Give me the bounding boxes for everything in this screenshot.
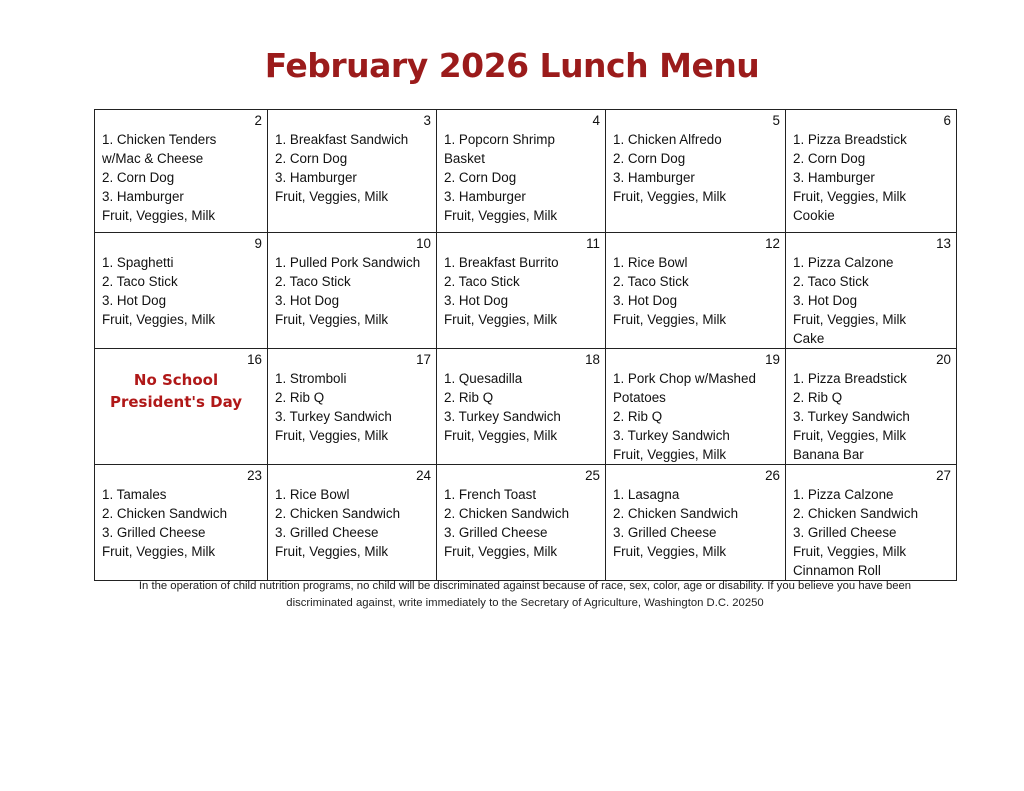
- day-cell: [268, 110, 437, 233]
- day-cell: [437, 465, 606, 581]
- menu-item: Fruit, Veggies, Milk: [793, 189, 907, 204]
- menu-item: 3. Turkey Sandwich: [613, 428, 730, 443]
- menu-item: 1. Pulled Pork Sandwich: [275, 255, 421, 270]
- day-number: 26: [765, 468, 780, 483]
- menu-item: 1. Pizza Breadstick: [793, 132, 907, 147]
- menu-item: 2. Chicken Sandwich: [444, 506, 570, 521]
- menu-calendar: [94, 109, 957, 581]
- menu-item: Cinnamon Roll: [793, 563, 881, 578]
- footer-line: discriminated against, write immediately to the Secretary of Agriculture, Washington D.C. 20250: [286, 597, 764, 609]
- menu-item: 1. French Toast: [444, 487, 537, 502]
- menu-item: 2. Chicken Sandwich: [275, 506, 401, 521]
- menu-item: 3. Hot Dog: [613, 293, 678, 308]
- day-cell: [786, 110, 957, 233]
- menu-item: 2. Taco Stick: [444, 274, 520, 289]
- holiday-label: No School: [133, 371, 219, 389]
- menu-item: 1. Chicken Alfredo: [613, 132, 722, 147]
- menu-item: Fruit, Veggies, Milk: [275, 312, 389, 327]
- menu-item: Potatoes: [613, 390, 666, 405]
- menu-item: 1. Rice Bowl: [275, 487, 350, 502]
- day-cell: [268, 465, 437, 581]
- menu-item: 3. Turkey Sandwich: [275, 409, 392, 424]
- menu-item: 1. Spaghetti: [102, 255, 174, 270]
- day-number: 10: [416, 236, 431, 251]
- day-number: 27: [936, 468, 951, 483]
- day-cell: [606, 233, 786, 349]
- menu-item: Fruit, Veggies, Milk: [793, 428, 907, 443]
- menu-item: Fruit, Veggies, Milk: [102, 544, 216, 559]
- menu-item: 2. Chicken Sandwich: [102, 506, 228, 521]
- menu-item: 1. Breakfast Sandwich: [275, 132, 409, 147]
- week-row: [95, 233, 957, 349]
- menu-item: 3. Grilled Cheese: [793, 525, 897, 540]
- menu-item: 2. Taco Stick: [793, 274, 869, 289]
- day-cell: [786, 465, 957, 581]
- menu-item: 3. Turkey Sandwich: [793, 409, 910, 424]
- menu-item: 1. Lasagna: [613, 487, 680, 502]
- day-number: 19: [765, 352, 780, 367]
- week-row: [95, 110, 957, 233]
- menu-item: 1. Pork Chop w/Mashed: [613, 371, 756, 386]
- day-number: 13: [936, 236, 951, 251]
- menu-item: 1. Pizza Calzone: [793, 255, 894, 270]
- menu-item: 3. Grilled Cheese: [613, 525, 717, 540]
- menu-item: Fruit, Veggies, Milk: [613, 189, 727, 204]
- day-number: 16: [247, 352, 262, 367]
- menu-item: Banana Bar: [793, 447, 864, 462]
- menu-item: 3. Hamburger: [613, 170, 695, 185]
- day-number: 4: [592, 113, 600, 128]
- day-cell: [95, 349, 268, 465]
- menu-item: 1. Quesadilla: [444, 371, 523, 386]
- menu-item: 2. Corn Dog: [275, 151, 348, 166]
- footer-line: In the operation of child nutrition programs, no child will be discriminated against because of race, sex, color, age or disability. If you believe you have been: [138, 580, 912, 592]
- menu-item: 2. Rib Q: [613, 409, 663, 424]
- menu-item: 2. Taco Stick: [102, 274, 178, 289]
- day-cell: [268, 349, 437, 465]
- menu-item: 2. Rib Q: [275, 390, 325, 405]
- day-number: 11: [586, 236, 600, 251]
- day-cell: [606, 110, 786, 233]
- menu-item: 2. Taco Stick: [275, 274, 351, 289]
- menu-item: 3. Hot Dog: [793, 293, 858, 308]
- menu-item: 1. Pizza Calzone: [793, 487, 894, 502]
- day-cell: [437, 110, 606, 233]
- day-cell: [95, 465, 268, 581]
- day-cell: [606, 349, 786, 465]
- menu-item: Fruit, Veggies, Milk: [613, 312, 727, 327]
- menu-item: Fruit, Veggies, Milk: [793, 312, 907, 327]
- menu-item: Cake: [793, 331, 825, 346]
- menu-item: Fruit, Veggies, Milk: [275, 189, 389, 204]
- menu-item: 1. Breakfast Burrito: [444, 255, 559, 270]
- menu-item: 1. Popcorn Shrimp: [444, 132, 555, 147]
- menu-item: 2. Rib Q: [793, 390, 843, 405]
- menu-item: 2. Corn Dog: [613, 151, 686, 166]
- menu-item: 1. Tamales: [102, 487, 167, 502]
- menu-item: 3. Hamburger: [275, 170, 357, 185]
- menu-item: 3. Hot Dog: [102, 293, 167, 308]
- day-cell: [437, 233, 606, 349]
- day-number: 20: [936, 352, 951, 367]
- menu-item: 2. Taco Stick: [613, 274, 689, 289]
- day-cell: [437, 349, 606, 465]
- menu-item: 1. Pizza Breadstick: [793, 371, 907, 386]
- menu-item: 1. Stromboli: [275, 371, 347, 386]
- menu-item: Fruit, Veggies, Milk: [444, 312, 558, 327]
- day-number: 17: [416, 352, 431, 367]
- week-row: [95, 349, 957, 465]
- menu-item: 3. Turkey Sandwich: [444, 409, 561, 424]
- menu-item: 3. Hot Dog: [275, 293, 340, 308]
- menu-item: Fruit, Veggies, Milk: [793, 544, 907, 559]
- menu-item: 3. Hamburger: [102, 189, 184, 204]
- menu-item: Fruit, Veggies, Milk: [444, 428, 558, 443]
- day-number: 3: [423, 113, 431, 128]
- day-cell: [268, 233, 437, 349]
- holiday-label: President's Day: [109, 393, 243, 411]
- day-number: 25: [585, 468, 600, 483]
- menu-item: Fruit, Veggies, Milk: [102, 312, 216, 327]
- day-cell: [95, 110, 268, 233]
- page-title: February 2026 Lunch Menu: [264, 46, 760, 85]
- day-cell: [786, 233, 957, 349]
- menu-item: 2. Rib Q: [444, 390, 494, 405]
- menu-item: 1. Chicken Tenders: [102, 132, 217, 147]
- day-cell: [95, 233, 268, 349]
- menu-item: Fruit, Veggies, Milk: [444, 208, 558, 223]
- day-number: 24: [416, 468, 431, 483]
- menu-item: Fruit, Veggies, Milk: [102, 208, 216, 223]
- day-number: 18: [585, 352, 600, 367]
- menu-item: 2. Chicken Sandwich: [793, 506, 919, 521]
- menu-item: 2. Corn Dog: [444, 170, 517, 185]
- menu-item: Basket: [444, 151, 485, 166]
- menu-item: Fruit, Veggies, Milk: [613, 447, 727, 462]
- menu-item: Fruit, Veggies, Milk: [275, 544, 389, 559]
- menu-item: 3. Hamburger: [793, 170, 875, 185]
- day-cell: [606, 465, 786, 581]
- day-number: 6: [943, 113, 951, 128]
- menu-item: 3. Grilled Cheese: [444, 525, 548, 540]
- day-number: 9: [254, 236, 262, 251]
- menu-item: Cookie: [793, 208, 835, 223]
- menu-item: 2. Corn Dog: [793, 151, 866, 166]
- menu-item: Fruit, Veggies, Milk: [275, 428, 389, 443]
- day-number: 5: [772, 113, 780, 128]
- week-row: [95, 465, 957, 581]
- menu-item: 3. Hot Dog: [444, 293, 509, 308]
- menu-item: 3. Hamburger: [444, 189, 526, 204]
- day-number: 2: [254, 113, 262, 128]
- menu-item: Fruit, Veggies, Milk: [613, 544, 727, 559]
- menu-item: 3. Grilled Cheese: [275, 525, 379, 540]
- day-cell: [786, 349, 957, 465]
- day-number: 12: [765, 236, 780, 251]
- menu-item: w/Mac & Cheese: [102, 151, 204, 166]
- menu-item: 3. Grilled Cheese: [102, 525, 206, 540]
- menu-item: 1. Rice Bowl: [613, 255, 688, 270]
- menu-item: 2. Corn Dog: [102, 170, 175, 185]
- menu-item: 2. Chicken Sandwich: [613, 506, 739, 521]
- menu-item: Fruit, Veggies, Milk: [444, 544, 558, 559]
- day-number: 23: [247, 468, 262, 483]
- nondiscrimination-statement: [94, 578, 956, 612]
